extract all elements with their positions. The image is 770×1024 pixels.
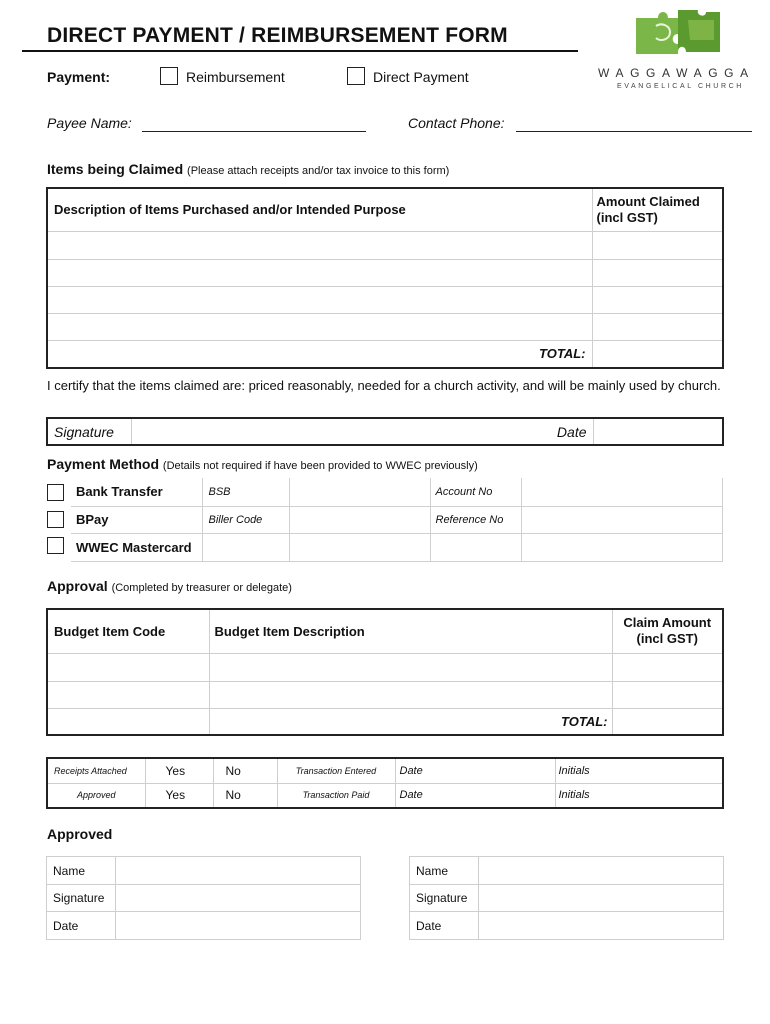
approved-date-field[interactable] <box>479 912 724 940</box>
payment-method-name: Bank Transfer <box>71 478 202 506</box>
status-label: Approved <box>47 783 145 808</box>
direct-payment-checkbox[interactable] <box>347 67 365 85</box>
items-col-amount <box>592 188 723 231</box>
form-title: DIRECT PAYMENT / REIMBURSEMENT FORM <box>47 24 508 47</box>
table-row <box>47 783 723 808</box>
item-description-cell[interactable] <box>47 259 592 286</box>
date-field[interactable] <box>593 418 723 445</box>
bank-transfer-checkbox[interactable] <box>47 484 64 501</box>
payee-name-field[interactable] <box>142 131 366 132</box>
table-row <box>47 286 723 313</box>
account-no-field[interactable] <box>521 478 723 506</box>
claim-amount-cell[interactable] <box>612 681 723 708</box>
items-note: (Please attach receipts and/or tax invoice to this form) <box>187 165 450 177</box>
table-row <box>47 653 723 681</box>
reference-no-field[interactable] <box>521 506 723 533</box>
status-no[interactable]: No <box>213 783 277 808</box>
date-label: Date <box>556 423 587 440</box>
items-col-amount-line2: (incl GST) <box>596 209 658 225</box>
payment-method-field2-label: Reference No <box>430 506 521 533</box>
table-row <box>410 912 724 940</box>
signature-table <box>46 417 724 446</box>
payment-method-table <box>71 478 723 562</box>
approval-col-description: Budget Item Description <box>209 609 612 653</box>
approved-table-right <box>409 856 724 940</box>
status-transaction-label: Transaction Entered <box>277 758 395 783</box>
signature-label: Signature <box>47 418 131 445</box>
logo-puzzle-icon <box>628 6 724 58</box>
approval-total-label: TOTAL: <box>209 708 612 735</box>
status-yes[interactable]: Yes <box>145 783 213 808</box>
payment-method-field1-label <box>202 533 289 561</box>
table-row <box>47 758 723 783</box>
approval-heading-text: Approval <box>47 578 108 594</box>
certify-text: I certify that the items claimed are: priced reasonably, needed for a church activity, and will be mainly used by church. <box>47 378 721 393</box>
status-no[interactable]: No <box>213 758 277 783</box>
items-total-label: TOTAL: <box>47 340 592 368</box>
logo-wordmark: WAGGAWAGGA <box>598 66 755 80</box>
payment-method-field1-label: Biller Code <box>202 506 289 533</box>
bpay-checkbox[interactable] <box>47 511 64 528</box>
budget-code-cell[interactable] <box>47 653 209 681</box>
status-table <box>46 757 724 809</box>
items-col-description: Description of Items Purchased and/or Intended Purpose <box>47 188 592 231</box>
contact-phone-field[interactable] <box>516 131 752 132</box>
items-heading-text: Items being Claimed <box>47 161 184 177</box>
table-row <box>71 533 723 561</box>
table-row <box>47 259 723 286</box>
direct-payment-label: Direct Payment <box>373 69 469 85</box>
payment-method-name: WWEC Mastercard <box>71 533 202 561</box>
logo-subtitle: EVANGELICAL CHURCH <box>617 83 744 90</box>
status-yes[interactable]: Yes <box>145 758 213 783</box>
table-row <box>47 885 361 912</box>
item-amount-cell[interactable] <box>592 259 723 286</box>
items-col-amount-line1: Amount Claimed <box>596 193 700 209</box>
approval-col-code: Budget Item Code <box>47 609 209 653</box>
approval-col-amount-line2: (incl GST) <box>636 631 698 647</box>
bsb-field[interactable] <box>289 478 430 506</box>
mastercard-field1[interactable] <box>289 533 430 561</box>
budget-description-cell[interactable] <box>209 681 612 708</box>
approved-table-left <box>46 856 361 940</box>
table-row <box>47 231 723 259</box>
status-initials[interactable]: Initials <box>555 783 723 808</box>
approved-signature-field[interactable] <box>479 885 724 912</box>
approval-col-amount <box>612 609 723 653</box>
status-initials[interactable]: Initials <box>555 758 723 783</box>
budget-description-cell[interactable] <box>209 653 612 681</box>
approved-signature-field[interactable] <box>116 885 361 912</box>
payment-method-field2-label <box>430 533 521 561</box>
payment-label: Payment: <box>47 69 111 85</box>
items-total-value[interactable] <box>592 340 723 368</box>
table-row <box>410 885 724 912</box>
status-date[interactable]: Date <box>395 783 555 808</box>
approval-col-amount-line1: Claim Amount <box>623 615 712 631</box>
biller-code-field[interactable] <box>289 506 430 533</box>
items-table <box>46 187 724 369</box>
contact-phone-label: Contact Phone: <box>408 115 505 131</box>
items-heading <box>47 161 449 177</box>
approved-name-field[interactable] <box>479 857 724 885</box>
signature-field[interactable] <box>131 418 593 445</box>
table-row <box>47 912 361 940</box>
approved-name-field[interactable] <box>116 857 361 885</box>
payment-method-heading-text: Payment Method <box>47 456 160 472</box>
mastercard-checkbox[interactable] <box>47 537 64 554</box>
item-description-cell[interactable] <box>47 313 592 340</box>
approval-heading <box>47 578 292 594</box>
approved-field-label: Name <box>47 857 116 885</box>
budget-code-cell[interactable] <box>47 708 209 735</box>
payment-method-field2-label: Account No <box>430 478 521 506</box>
approved-field-label: Signature <box>47 885 116 912</box>
approved-date-field[interactable] <box>116 912 361 940</box>
item-description-cell[interactable] <box>47 286 592 313</box>
approval-total-value[interactable] <box>612 708 723 735</box>
payment-method-heading <box>47 456 478 472</box>
status-label: Receipts Attached <box>47 758 145 783</box>
payment-method-note: (Details not required if have been provided to WWEC previously) <box>162 460 478 472</box>
table-row <box>47 313 723 340</box>
item-amount-cell[interactable] <box>592 231 723 259</box>
approved-field-label: Date <box>410 912 479 940</box>
claim-amount-cell[interactable] <box>612 653 723 681</box>
budget-code-cell[interactable] <box>47 681 209 708</box>
payment-method-name: BPay <box>71 506 202 533</box>
payee-name-label: Payee Name: <box>47 115 132 131</box>
status-date[interactable]: Date <box>395 758 555 783</box>
table-row <box>71 506 723 533</box>
table-row <box>47 857 361 885</box>
approved-field-label: Date <box>47 912 116 940</box>
approved-field-label: Name <box>410 857 479 885</box>
approval-note: (Completed by treasurer or delegate) <box>111 582 292 594</box>
item-amount-cell[interactable] <box>592 313 723 340</box>
status-transaction-label: Transaction Paid <box>277 783 395 808</box>
reimbursement-label: Reimbursement <box>186 69 285 85</box>
approval-table <box>46 608 724 736</box>
table-row <box>410 857 724 885</box>
approved-field-label: Signature <box>410 885 479 912</box>
table-row <box>47 681 723 708</box>
title-rule <box>22 50 578 52</box>
item-amount-cell[interactable] <box>592 286 723 313</box>
item-description-cell[interactable] <box>47 231 592 259</box>
mastercard-field2[interactable] <box>521 533 723 561</box>
table-row <box>71 478 723 506</box>
payment-method-field1-label: BSB <box>202 478 289 506</box>
reimbursement-checkbox[interactable] <box>160 67 178 85</box>
approved-heading: Approved <box>47 826 113 842</box>
